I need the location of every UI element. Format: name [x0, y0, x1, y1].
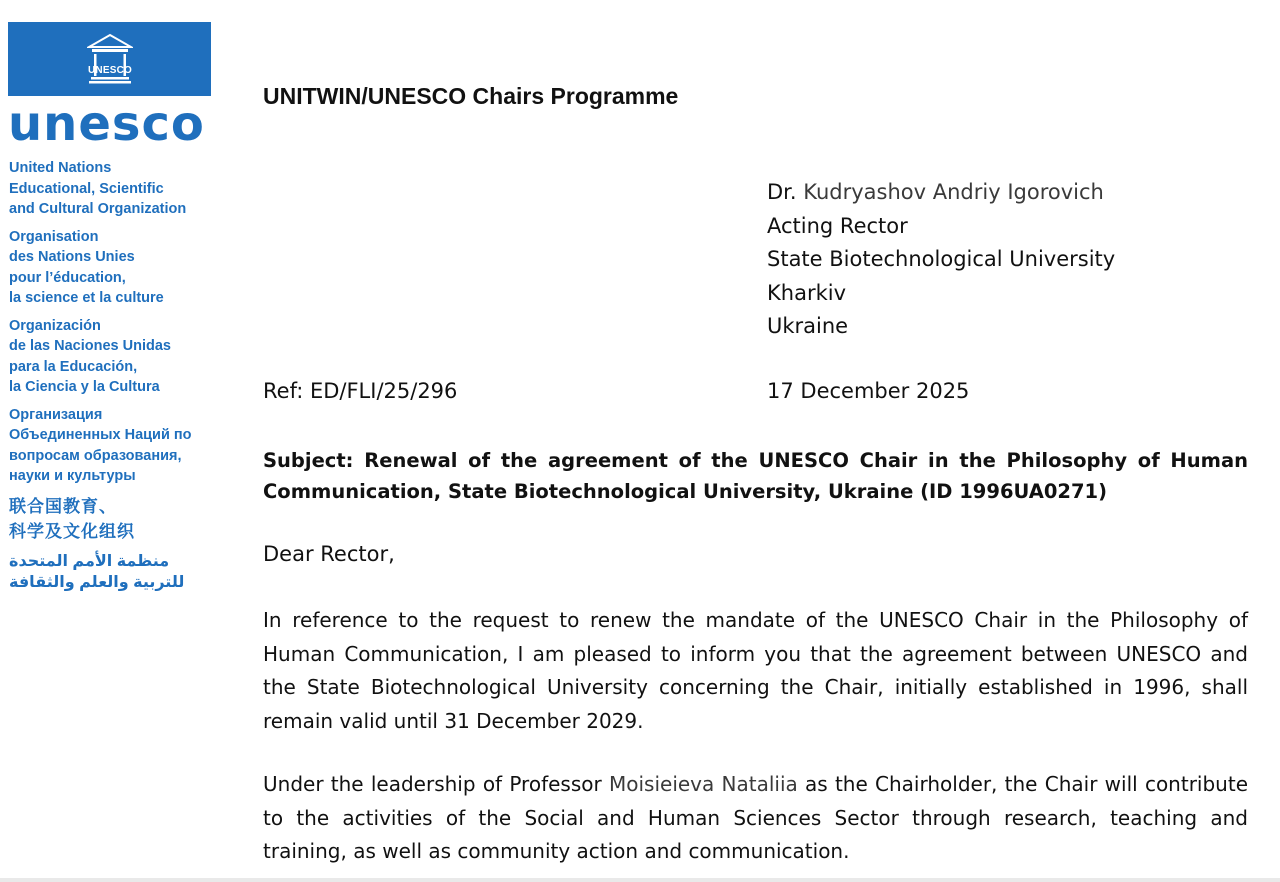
page-bottom-edge: [0, 878, 1280, 882]
svg-text:UNESCO: UNESCO: [88, 65, 132, 76]
greeting: Dear Rector,: [263, 542, 395, 566]
addressee-name: Kudryashov Andriy Igorovich: [803, 180, 1104, 204]
body-paragraph-1: In reference to the request to renew the mandate of the UNESCO Chair in the Philosophy of Human Communication, I am pleased to inform you that the agreement between UNESCO and the State Biotechnological University concerning the Chair, initially established in 1996, shall remain valid until 31 December 2029.: [263, 608, 1248, 733]
org-name-chinese: 联合国教育、 科学及文化组织: [9, 496, 135, 541]
org-name-french: Organisation des Nations Unies pour l’éducation, la science et la culture: [9, 228, 164, 306]
unesco-wordmark: unesco: [8, 96, 205, 152]
body-paragraph-2: Under the leadership of Professor Moisieieva Nataliia as the Chairholder, the Chair will contribute to the activities of the Social and Human Sciences Sector through research, teaching and training, as well as community action and communication.: [263, 772, 1248, 863]
addressee-country: Ukraine: [767, 314, 849, 338]
org-name-spanish: Organización de las Naciones Unidas para la Educación, la Ciencia y la Cultura: [9, 317, 171, 395]
programme-title: UNITWIN/UNESCO Chairs Programme: [263, 83, 679, 109]
org-name-arabic: منظمة الأمم المتحدة للتربية والعلم والثقافة: [9, 552, 185, 591]
addressee-name-line: [767, 176, 1115, 210]
addressee-title: Dr.: [767, 180, 797, 204]
organization-names: [9, 158, 224, 600]
reference-number: Ref: ED/FLI/25/296: [263, 379, 458, 403]
unesco-logo-block: [8, 22, 211, 96]
addressee-block: [767, 176, 1115, 344]
chairholder-name: Moisieieva Nataliia: [608, 772, 798, 796]
subject-line: Subject: Renewal of the agreement of the UNESCO Chair in the Philosophy of Human Communication, State Biotechnological University, Ukraine (ID 1996UA0271): [263, 449, 1248, 503]
org-name-russian: Организация Объединенных Наций по вопросам образования, науки и культуры: [9, 406, 192, 484]
letter-date: 17 December 2025: [767, 379, 970, 403]
addressee-city: Kharkiv: [767, 280, 847, 305]
addressee-institution: State Biotechnological University: [767, 247, 1116, 271]
addressee-position: Acting Rector: [767, 213, 908, 238]
unesco-temple-icon: [87, 33, 133, 85]
org-name-english: United Nations Educational, Scientific and Cultural Organization: [9, 160, 187, 217]
